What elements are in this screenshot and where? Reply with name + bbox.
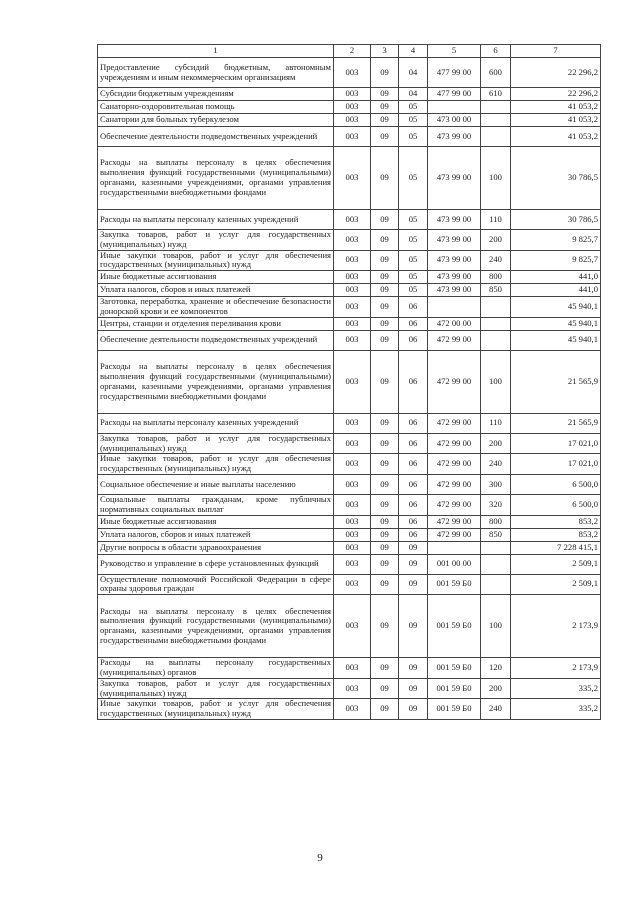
cell-sum: 335,2 xyxy=(511,699,601,720)
cell-csr: 472 99 00 xyxy=(428,433,481,454)
cell-rz: 09 xyxy=(371,454,399,475)
cell-csr: 473 99 00 xyxy=(428,284,481,297)
table-row xyxy=(98,574,601,595)
cell-ved: 003 xyxy=(334,350,371,413)
table-row xyxy=(98,147,601,210)
header-row xyxy=(98,45,601,58)
cell-ved: 003 xyxy=(334,101,371,114)
cell-ved: 003 xyxy=(334,574,371,595)
cell-ved: 003 xyxy=(334,413,371,433)
cell-pr: 06 xyxy=(399,474,428,494)
cell-vr xyxy=(481,114,511,127)
cell-ved: 003 xyxy=(334,474,371,494)
cell-csr: 473 99 00 xyxy=(428,250,481,271)
header-cell-3: 3 xyxy=(371,45,399,58)
cell-rz: 09 xyxy=(371,284,399,297)
cell-sum: 45 940,1 xyxy=(511,330,601,350)
cell-csr: 472 99 00 xyxy=(428,350,481,413)
cell-vr: 110 xyxy=(481,210,511,230)
cell-name: Закупка товаров, работ и услуг для государственных (муниципальных) нужд xyxy=(98,678,334,699)
cell-csr: 473 99 00 xyxy=(428,210,481,230)
header-cell-6: 6 xyxy=(481,45,511,58)
budget-table xyxy=(97,44,601,720)
cell-name: Социальное обеспечение и иные выплаты населению xyxy=(98,474,334,494)
cell-csr: 472 99 00 xyxy=(428,474,481,494)
cell-ved: 003 xyxy=(334,114,371,127)
table-row xyxy=(98,330,601,350)
cell-sum: 17 021,0 xyxy=(511,454,601,475)
table-body xyxy=(98,58,601,720)
cell-name: Предоставление субсидий бюджетным, автономным учреждениям и иным некоммерческим организациям xyxy=(98,58,334,88)
cell-name: Расходы на выплаты персоналу государственных (муниципальных) органов xyxy=(98,658,334,679)
cell-csr: 473 99 00 xyxy=(428,127,481,147)
cell-sum: 30 786,5 xyxy=(511,210,601,230)
cell-csr: 477 99 00 xyxy=(428,58,481,88)
cell-sum: 9 825,7 xyxy=(511,250,601,271)
cell-rz: 09 xyxy=(371,101,399,114)
cell-name: Обеспечение деятельности подведомственных учреждений xyxy=(98,127,334,147)
cell-rz: 09 xyxy=(371,658,399,679)
cell-name: Расходы на выплаты персоналу в целях обеспечения выполнения функций государственными (муниципальными) органами, казенными учреждениями, органами управления государственными внебюджетными фондами xyxy=(98,595,334,658)
cell-sum: 22 296,2 xyxy=(511,88,601,101)
cell-ved: 003 xyxy=(334,271,371,284)
cell-csr: 001 59 Б0 xyxy=(428,595,481,658)
table-row xyxy=(98,494,601,515)
cell-vr xyxy=(481,574,511,595)
cell-rz: 09 xyxy=(371,127,399,147)
cell-pr: 06 xyxy=(399,454,428,475)
cell-vr: 200 xyxy=(481,678,511,699)
cell-vr: 240 xyxy=(481,454,511,475)
cell-sum: 17 021,0 xyxy=(511,433,601,454)
cell-sum: 22 296,2 xyxy=(511,58,601,88)
cell-ved: 003 xyxy=(334,297,371,318)
table-row xyxy=(98,474,601,494)
cell-name: Иные закупки товаров, работ и услуг для обеспечения государственных (муниципальных) нужд xyxy=(98,250,334,271)
header-cell-1: 1 xyxy=(98,45,334,58)
cell-rz: 09 xyxy=(371,58,399,88)
cell-pr: 09 xyxy=(399,658,428,679)
cell-name: Другие вопросы в области здравоохранения xyxy=(98,541,334,554)
cell-csr xyxy=(428,297,481,318)
cell-csr xyxy=(428,541,481,554)
header-cell-4: 4 xyxy=(399,45,428,58)
table-row xyxy=(98,541,601,554)
cell-name: Осуществление полномочий Российской Федерации в сфере охраны здоровья граждан xyxy=(98,574,334,595)
cell-pr: 09 xyxy=(399,541,428,554)
header-cell-2: 2 xyxy=(334,45,371,58)
cell-rz: 09 xyxy=(371,114,399,127)
cell-ved: 003 xyxy=(334,595,371,658)
cell-csr: 473 00 00 xyxy=(428,114,481,127)
cell-ved: 003 xyxy=(334,230,371,251)
cell-pr: 05 xyxy=(399,271,428,284)
cell-pr: 06 xyxy=(399,528,428,541)
cell-pr: 05 xyxy=(399,147,428,210)
cell-ved: 003 xyxy=(334,678,371,699)
cell-sum: 7 228 415,1 xyxy=(511,541,601,554)
cell-sum: 853,2 xyxy=(511,528,601,541)
cell-sum: 6 500,0 xyxy=(511,474,601,494)
cell-ved: 003 xyxy=(334,330,371,350)
cell-sum: 21 565,9 xyxy=(511,413,601,433)
cell-csr: 472 99 00 xyxy=(428,528,481,541)
cell-ved: 003 xyxy=(334,147,371,210)
cell-ved: 003 xyxy=(334,541,371,554)
cell-name: Иные закупки товаров, работ и услуг для обеспечения государственных (муниципальных) нужд xyxy=(98,454,334,475)
table-row xyxy=(98,454,601,475)
cell-rz: 09 xyxy=(371,554,399,574)
table-row xyxy=(98,413,601,433)
cell-ved: 003 xyxy=(334,658,371,679)
table-row xyxy=(98,678,601,699)
cell-vr xyxy=(481,127,511,147)
cell-vr: 240 xyxy=(481,250,511,271)
cell-vr: 850 xyxy=(481,284,511,297)
cell-sum: 41 053,2 xyxy=(511,114,601,127)
cell-name: Субсидии бюджетным учреждениям xyxy=(98,88,334,101)
table-row xyxy=(98,88,601,101)
cell-csr: 001 59 Б0 xyxy=(428,678,481,699)
cell-csr: 472 00 00 xyxy=(428,317,481,330)
cell-ved: 003 xyxy=(334,494,371,515)
cell-vr: 850 xyxy=(481,528,511,541)
cell-pr: 09 xyxy=(399,574,428,595)
table-row xyxy=(98,554,601,574)
table-row xyxy=(98,528,601,541)
cell-csr: 473 99 00 xyxy=(428,230,481,251)
header-cell-5: 5 xyxy=(428,45,481,58)
cell-vr: 200 xyxy=(481,230,511,251)
cell-pr: 06 xyxy=(399,297,428,318)
cell-rz: 09 xyxy=(371,515,399,528)
cell-rz: 09 xyxy=(371,297,399,318)
cell-rz: 09 xyxy=(371,474,399,494)
cell-vr: 300 xyxy=(481,474,511,494)
cell-rz: 09 xyxy=(371,413,399,433)
cell-vr: 600 xyxy=(481,58,511,88)
cell-sum: 2 509,1 xyxy=(511,574,601,595)
table-row xyxy=(98,595,601,658)
cell-name: Иные бюджетные ассигнования xyxy=(98,515,334,528)
table-row xyxy=(98,515,601,528)
table-row xyxy=(98,350,601,413)
cell-csr: 477 99 00 xyxy=(428,88,481,101)
cell-rz: 09 xyxy=(371,88,399,101)
page-number: 9 xyxy=(317,852,323,864)
cell-sum: 2 509,1 xyxy=(511,554,601,574)
cell-rz: 09 xyxy=(371,271,399,284)
cell-vr xyxy=(481,541,511,554)
cell-csr: 472 99 00 xyxy=(428,413,481,433)
cell-sum: 21 565,9 xyxy=(511,350,601,413)
cell-rz: 09 xyxy=(371,595,399,658)
cell-ved: 003 xyxy=(334,250,371,271)
cell-name: Уплата налогов, сборов и иных платежей xyxy=(98,284,334,297)
cell-pr: 06 xyxy=(399,350,428,413)
cell-vr: 100 xyxy=(481,595,511,658)
cell-name: Иные бюджетные ассигнования xyxy=(98,271,334,284)
cell-pr: 05 xyxy=(399,230,428,251)
cell-sum: 9 825,7 xyxy=(511,230,601,251)
cell-csr: 001 00 00 xyxy=(428,554,481,574)
cell-name: Расходы на выплаты персоналу казенных учреждений xyxy=(98,210,334,230)
cell-csr: 473 99 00 xyxy=(428,271,481,284)
cell-pr: 09 xyxy=(399,595,428,658)
cell-vr xyxy=(481,297,511,318)
cell-rz: 09 xyxy=(371,230,399,251)
table-row xyxy=(98,271,601,284)
cell-vr: 240 xyxy=(481,699,511,720)
cell-csr xyxy=(428,101,481,114)
cell-sum: 6 500,0 xyxy=(511,494,601,515)
cell-rz: 09 xyxy=(371,350,399,413)
cell-pr: 04 xyxy=(399,88,428,101)
cell-name: Санаторно-оздоровительная помощь xyxy=(98,101,334,114)
table-row xyxy=(98,297,601,318)
table-row xyxy=(98,658,601,679)
cell-vr: 320 xyxy=(481,494,511,515)
cell-rz: 09 xyxy=(371,317,399,330)
cell-sum: 45 940,1 xyxy=(511,317,601,330)
table-row xyxy=(98,433,601,454)
cell-pr: 06 xyxy=(399,494,428,515)
cell-ved: 003 xyxy=(334,210,371,230)
cell-pr: 05 xyxy=(399,250,428,271)
cell-vr: 200 xyxy=(481,433,511,454)
cell-name: Обеспечение деятельности подведомственных учреждений xyxy=(98,330,334,350)
cell-name: Социальные выплаты гражданам, кроме публичных нормативных социальных выплат xyxy=(98,494,334,515)
cell-ved: 003 xyxy=(334,554,371,574)
cell-rz: 09 xyxy=(371,494,399,515)
cell-rz: 09 xyxy=(371,210,399,230)
table-row xyxy=(98,127,601,147)
table-row xyxy=(98,210,601,230)
header-cell-7: 7 xyxy=(511,45,601,58)
cell-vr xyxy=(481,330,511,350)
cell-vr: 800 xyxy=(481,271,511,284)
cell-sum: 45 940,1 xyxy=(511,297,601,318)
cell-ved: 003 xyxy=(334,88,371,101)
cell-ved: 003 xyxy=(334,58,371,88)
cell-sum: 41 053,2 xyxy=(511,127,601,147)
table-row xyxy=(98,58,601,88)
cell-sum: 335,2 xyxy=(511,678,601,699)
cell-pr: 06 xyxy=(399,413,428,433)
cell-csr: 001 59 Б0 xyxy=(428,699,481,720)
cell-vr: 100 xyxy=(481,350,511,413)
cell-vr: 120 xyxy=(481,658,511,679)
table-row xyxy=(98,699,601,720)
table-row xyxy=(98,317,601,330)
cell-rz: 09 xyxy=(371,699,399,720)
cell-csr: 473 99 00 xyxy=(428,147,481,210)
cell-sum: 41 053,2 xyxy=(511,101,601,114)
cell-pr: 05 xyxy=(399,114,428,127)
cell-rz: 09 xyxy=(371,330,399,350)
cell-ved: 003 xyxy=(334,433,371,454)
cell-rz: 09 xyxy=(371,433,399,454)
cell-rz: 09 xyxy=(371,678,399,699)
cell-sum: 2 173,9 xyxy=(511,595,601,658)
cell-vr xyxy=(481,317,511,330)
cell-name: Заготовка, переработка, хранение и обеспечение безопасности донорской крови и ее компонентов xyxy=(98,297,334,318)
cell-name: Иные закупки товаров, работ и услуг для обеспечения государственных (муниципальных) нужд xyxy=(98,699,334,720)
cell-rz: 09 xyxy=(371,250,399,271)
cell-sum: 2 173,9 xyxy=(511,658,601,679)
cell-sum: 853,2 xyxy=(511,515,601,528)
cell-ved: 003 xyxy=(334,699,371,720)
cell-pr: 09 xyxy=(399,554,428,574)
cell-rz: 09 xyxy=(371,541,399,554)
cell-sum: 30 786,5 xyxy=(511,147,601,210)
cell-rz: 09 xyxy=(371,528,399,541)
cell-name: Санатории для больных туберкулезом xyxy=(98,114,334,127)
table-row xyxy=(98,114,601,127)
cell-csr: 001 59 Б0 xyxy=(428,574,481,595)
cell-csr: 472 99 00 xyxy=(428,454,481,475)
cell-ved: 003 xyxy=(334,284,371,297)
cell-pr: 05 xyxy=(399,284,428,297)
table-row xyxy=(98,230,601,251)
cell-pr: 05 xyxy=(399,127,428,147)
cell-pr: 05 xyxy=(399,210,428,230)
cell-vr: 100 xyxy=(481,147,511,210)
cell-pr: 09 xyxy=(399,699,428,720)
cell-vr xyxy=(481,101,511,114)
cell-pr: 06 xyxy=(399,330,428,350)
cell-csr: 472 99 00 xyxy=(428,515,481,528)
table-row xyxy=(98,101,601,114)
cell-pr: 09 xyxy=(399,678,428,699)
cell-name: Центры, станции и отделения переливания крови xyxy=(98,317,334,330)
cell-csr: 472 99 00 xyxy=(428,494,481,515)
cell-ved: 003 xyxy=(334,515,371,528)
cell-pr: 05 xyxy=(399,101,428,114)
cell-csr: 001 59 Б0 xyxy=(428,658,481,679)
cell-vr: 800 xyxy=(481,515,511,528)
cell-ved: 003 xyxy=(334,127,371,147)
cell-sum: 441,0 xyxy=(511,284,601,297)
cell-vr: 610 xyxy=(481,88,511,101)
cell-vr: 110 xyxy=(481,413,511,433)
cell-pr: 04 xyxy=(399,58,428,88)
cell-name: Закупка товаров, работ и услуг для государственных (муниципальных) нужд xyxy=(98,433,334,454)
cell-pr: 06 xyxy=(399,433,428,454)
cell-name: Закупка товаров, работ и услуг для государственных (муниципальных) нужд xyxy=(98,230,334,251)
cell-rz: 09 xyxy=(371,574,399,595)
cell-name: Уплата налогов, сборов и иных платежей xyxy=(98,528,334,541)
cell-pr: 06 xyxy=(399,317,428,330)
cell-name: Расходы на выплаты персоналу в целях обеспечения выполнения функций государственными (муниципальными) органами, казенными учреждениями, органами управления государственными внебюджетными фондами xyxy=(98,147,334,210)
cell-vr xyxy=(481,554,511,574)
cell-ved: 003 xyxy=(334,317,371,330)
cell-rz: 09 xyxy=(371,147,399,210)
table-row xyxy=(98,250,601,271)
cell-name: Руководство и управление в сфере установленных функций xyxy=(98,554,334,574)
table-row xyxy=(98,284,601,297)
cell-ved: 003 xyxy=(334,528,371,541)
cell-name: Расходы на выплаты персоналу казенных учреждений xyxy=(98,413,334,433)
cell-pr: 06 xyxy=(399,515,428,528)
cell-sum: 441,0 xyxy=(511,271,601,284)
cell-name: Расходы на выплаты персоналу в целях обеспечения выполнения функций государственными (муниципальными) органами, казенными учреждениями, органами управления государственными внебюджетными фондами xyxy=(98,350,334,413)
cell-ved: 003 xyxy=(334,454,371,475)
cell-csr: 472 99 00 xyxy=(428,330,481,350)
